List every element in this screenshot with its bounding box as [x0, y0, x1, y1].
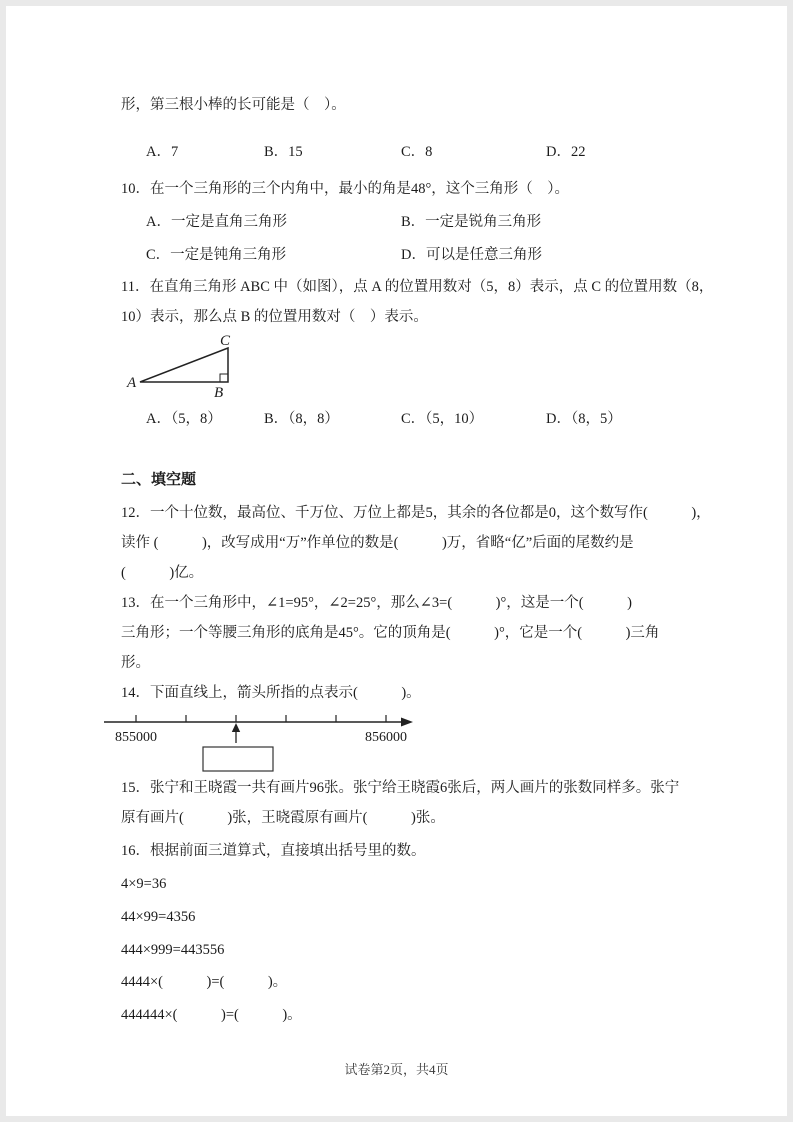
- triangle-shape: [140, 348, 228, 382]
- q11-stem-line-1: 11．在直角三角形 ABC 中（如图），点 A 的位置用数对（5，8）表示，点 C 的位置用数（8，: [121, 279, 714, 295]
- q10-options-row-1: [121, 207, 692, 237]
- q16-stem: 16．根据前面三道算式，直接填出括号里的数。: [121, 843, 426, 859]
- q9-options-row: [121, 137, 692, 167]
- number-line-right-label: 856000: [365, 730, 407, 745]
- vertex-c-label: C: [220, 334, 231, 349]
- section-2-heading: 二、填空题: [121, 472, 197, 488]
- q13-line-2: 三角形；一个等腰三角形的底角是45°。它的顶角是( )°，它是一个( )三角: [121, 625, 660, 641]
- page-content: [6, 6, 787, 1030]
- q9-option-c: C．8: [401, 144, 433, 160]
- q9-option-a: A．7: [146, 144, 179, 160]
- q11-option-c: C．（5，10）: [401, 411, 484, 427]
- q12-line-2: 读作 ( )，改写成用“万”作单位的数是( )万，省略“亿”后面的尾数约是: [121, 535, 634, 551]
- exam-page: [6, 6, 787, 1116]
- q16-equation-4: 4444×( )=( )。: [121, 974, 288, 990]
- q10-option-d: D．可以是任意三角形: [401, 247, 542, 263]
- pointer-arrowhead-icon: [232, 723, 240, 732]
- q10-option-b: B．一定是锐角三角形: [401, 214, 542, 230]
- q9-option-b: B．15: [264, 144, 303, 160]
- answer-box: [203, 747, 273, 771]
- q9-option-d: D．22: [546, 144, 586, 160]
- q10-option-a: A．一定是直角三角形: [146, 214, 287, 230]
- q13-line-3: 形。: [121, 655, 150, 671]
- page-footer: 试卷第2页，共4页: [344, 1062, 449, 1077]
- right-triangle-figure: [126, 334, 256, 400]
- q12-line-1: 12．一个十位数，最高位、千万位、万位上都是5，其余的各位都是0，这个数写作( )，: [121, 505, 711, 521]
- q16-equation-3: 444×999=443556: [121, 942, 225, 958]
- q16-equation-1: 4×9=36: [121, 876, 167, 892]
- q11-options-row: [121, 404, 692, 434]
- q14-stem: 14．下面直线上，箭头所指的点表示( )。: [121, 685, 421, 701]
- q11-option-d: D．（8，5）: [546, 411, 622, 427]
- q15-line-2: 原有画片( )张，王晓霞原有画片( )张。: [121, 810, 445, 826]
- q10-stem: 10．在一个三角形的三个内角中，最小的角是48°，这个三角形（ ）。: [121, 181, 570, 197]
- axis-arrowhead-icon: [401, 718, 413, 727]
- q16-equation-2: 44×99=4356: [121, 909, 196, 925]
- q9-tail-line: 形，第三根小棒的长可能是（ ）。: [121, 97, 346, 113]
- q11-option-b: B．（8，8）: [264, 411, 339, 427]
- q12-line-3: ( )亿。: [121, 565, 204, 581]
- q10-options-row-2: [121, 240, 692, 270]
- q13-line-1: 13．在一个三角形中，∠1=95°，∠2=25°，那么∠3=( )°，这是一个( ): [121, 595, 632, 611]
- vertex-b-label: B: [214, 385, 224, 400]
- vertex-a-label: A: [127, 375, 137, 391]
- q11-stem-line-2: 10）表示，那么点 B 的位置用数对（ ）表示。: [121, 309, 428, 325]
- right-angle-mark: [220, 374, 228, 382]
- number-line-figure: [101, 711, 421, 773]
- q10-option-c: C．一定是钝角三角形: [146, 247, 287, 263]
- number-line-left-label: 855000: [115, 730, 157, 745]
- q11-option-a: A．（5，8）: [146, 411, 222, 427]
- q16-equation-5: 444444×( )=( )。: [121, 1007, 302, 1023]
- q15-line-1: 15．张宁和王晓霞一共有画片96张。张宁给王晓霞6张后，两人画片的张数同样多。张宁: [121, 780, 680, 796]
